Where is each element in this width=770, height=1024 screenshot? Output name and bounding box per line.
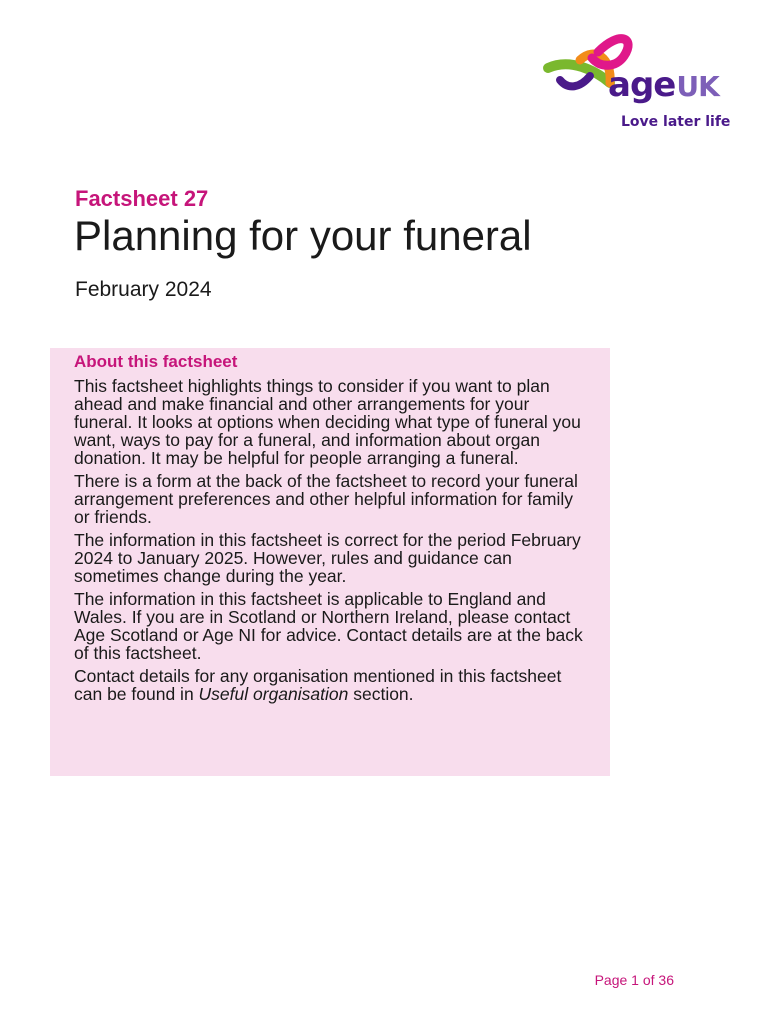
about-paragraph: There is a form at the back of the factsheet to record your funeral arrangement preferences and other helpful information for family or friends. [74, 471, 578, 527]
factsheet-number: Factsheet 27 [75, 186, 209, 211]
useful-organisation-reference: Useful organisation [198, 684, 349, 704]
page-title: Planning for your funeral [74, 212, 532, 259]
logo-tagline: Love later life [621, 114, 731, 130]
about-paragraph: The information in this factsheet is correct for the period February 2024 to January 2025. However, rules and guidance can sometimes change during the year. [74, 530, 581, 586]
about-paragraph: The information in this factsheet is applicable to England and Wales. If you are in Scotland or Northern Ireland, please contact Age Scotland or Age NI for advice. Contact details are at the back of this factsheet. [74, 589, 583, 663]
about-heading: About this factsheet [74, 352, 238, 371]
about-factsheet-box [50, 348, 610, 776]
publication-date: February 2024 [75, 278, 212, 301]
age-uk-logo [540, 28, 740, 138]
logo-wordmark: ageUK [608, 65, 719, 105]
page-number: Page 1 of 36 [594, 972, 674, 988]
about-paragraph: This factsheet highlights things to consider if you want to plan ahead and make financial and other arrangements for your funeral. It looks at options when deciding what type of funeral you want, ways to pay for a funeral, and information about organ donation. It may be helpful for people arranging a funeral. [74, 376, 581, 468]
about-paragraph-contacts: Contact details for any organisation mentioned in this factsheet can be found in Useful organisation section. [74, 666, 562, 704]
